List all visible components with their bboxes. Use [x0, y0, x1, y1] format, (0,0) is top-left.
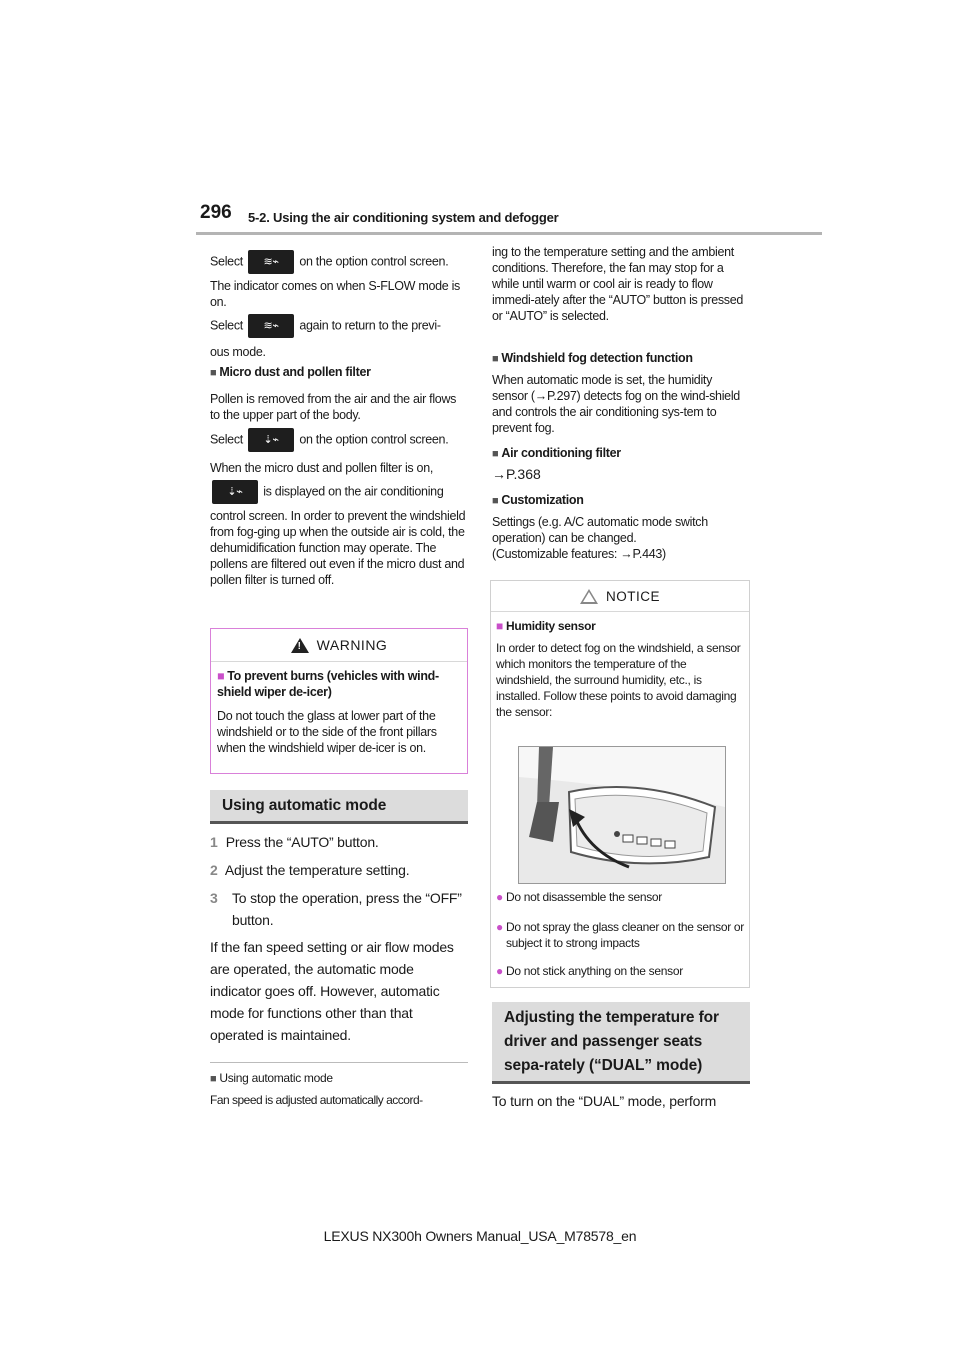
humidity-text: In order to detect fog on the windshield, a sensor which monitors the temperature of the windshield, the surround humidity, etc., is installed. Follow these points to avoid damaging the sensor: — [496, 641, 741, 719]
sflow-icon: ≋⌁ — [248, 250, 294, 274]
humidity-heading: ■ Humidity sensor — [496, 619, 596, 633]
dual-mode-text: To turn on the “DUAL” mode, perform — [492, 1093, 717, 1109]
footer-manual-id: LEXUS NX300h Owners Manual_USA_M78578_en — [323, 1228, 637, 1244]
square-bullet-icon: ■ — [217, 669, 225, 683]
circle-bullet-icon: ● — [496, 964, 503, 978]
micro-on-line: When the micro dust and pollen filter is on, — [210, 461, 434, 475]
square-bullet-icon: ■ — [210, 367, 217, 379]
caution-triangle-icon — [580, 589, 598, 604]
square-bullet-icon: ■ — [496, 619, 503, 633]
step-item: 3 To stop the operation, press the “OFF” button. — [210, 890, 462, 928]
bullet-item: ● Do not disassemble the sensor — [496, 890, 663, 904]
auto-note-heading: ■ Using automatic mode — [210, 1071, 333, 1085]
warning-heading: ■ To prevent burns (vehicles with wind-shield wiper de-icer) — [217, 669, 439, 699]
sflow-icon: ≋⌁ — [248, 314, 294, 338]
page-number: 296 — [200, 202, 232, 223]
circle-bullet-icon: ● — [496, 920, 503, 934]
warning-icon — [291, 638, 309, 653]
page-ref-link[interactable]: →P.297 — [534, 389, 577, 403]
customization-features[interactable]: (Customizable features: →P.443) — [492, 547, 666, 561]
filter-page-ref[interactable]: →P.368 — [492, 466, 541, 482]
micro-displayed-line: ⇣⌁ is displayed on the air conditioning — [210, 480, 470, 504]
fog-text: When automatic mode is set, the humidity sensor (→P.297) detects fog on the wind-shield and controls the air conditioning sys-tem to prevent fog. — [492, 373, 740, 435]
step-item: 1 Press the “AUTO” button. — [210, 834, 379, 850]
square-bullet-icon: ■ — [492, 495, 499, 507]
circle-bullet-icon: ● — [496, 890, 503, 904]
micro-paragraph-1: Pollen is removed from the air and the air flows to the upper part of the body. — [210, 392, 457, 422]
notice-box — [490, 580, 750, 988]
auto-paragraph: If the fan speed setting or air flow modes are operated, the automatic mode indicator goes off. However, automatic mode for functions other than that operated is maintained. — [210, 939, 454, 1043]
micro-paragraph-2: control screen. In order to prevent the windshield from fog-ging up when the outside air is cold, the dehumidification function may operate. The pollens are filtered out even if the micro dust and pollen filter is turned off. — [210, 509, 466, 587]
customization-heading: ■ Customization — [492, 493, 584, 507]
bullet-item: ● Do not stick anything on the sensor — [496, 964, 683, 978]
pollen-filter-icon: ⇣⌁ — [248, 428, 294, 452]
sflow-select-line: Select ≋⌁ on the option control screen. — [210, 250, 470, 274]
sflow-again-cont: ous mode. — [210, 345, 266, 359]
warning-text: Do not touch the glass at lower part of the windshield or to the side of the front pillars when the windshield wiper de-icer is on. — [217, 709, 437, 755]
square-bullet-icon: ■ — [492, 353, 499, 365]
warning-header: ! WARNING — [211, 629, 467, 662]
micro-select-line: Select ⇣⌁ on the option control screen. — [210, 428, 470, 452]
bullet-item: ● Do not spray the glass cleaner on the sensor or subject it to strong impacts — [496, 920, 744, 950]
sflow-again-line: Select ≋⌁ again to return to the previ- — [210, 314, 470, 338]
auto-note-text: Fan speed is adjusted automatically accord- — [210, 1093, 423, 1107]
continued-text: ing to the temperature setting and the ambient conditions. Therefore, the fan may stop for a while until warm or cool air is ready to flow immedi-ately after the “AUTO” button is pressed or “AUTO” is selected. — [492, 245, 744, 323]
warning-box — [210, 628, 468, 774]
customization-text: Settings (e.g. A/C automatic mode switch operation) can be changed. — [492, 515, 708, 545]
pollen-filter-icon: ⇣⌁ — [212, 480, 258, 504]
sflow-indicator-text: The indicator comes on when S-FLOW mode is on. — [210, 279, 461, 309]
dual-mode-heading: Adjusting the temperature for driver and passenger seats sepa-rately (“DUAL” mode) — [492, 1002, 750, 1084]
square-bullet-icon: ■ — [210, 1073, 217, 1085]
square-bullet-icon: ■ — [492, 448, 499, 460]
fog-heading: ■ Windshield fog detection function — [492, 351, 693, 365]
header-rule — [196, 232, 822, 235]
step-item: 2 Adjust the temperature setting. — [210, 862, 410, 878]
filter-heading: ■ Air conditioning filter — [492, 446, 621, 460]
auto-mode-heading: Using automatic mode — [210, 790, 468, 824]
section-title: 5-2. Using the air conditioning system and defogger — [248, 210, 559, 225]
note-divider — [210, 1062, 468, 1063]
sensor-illustration — [518, 746, 726, 884]
notice-header: NOTICE — [491, 581, 749, 612]
rearview-mirror-sensor-image — [519, 747, 725, 883]
auto-steps — [210, 828, 468, 931]
micro-heading: ■ Micro dust and pollen filter — [210, 365, 371, 379]
